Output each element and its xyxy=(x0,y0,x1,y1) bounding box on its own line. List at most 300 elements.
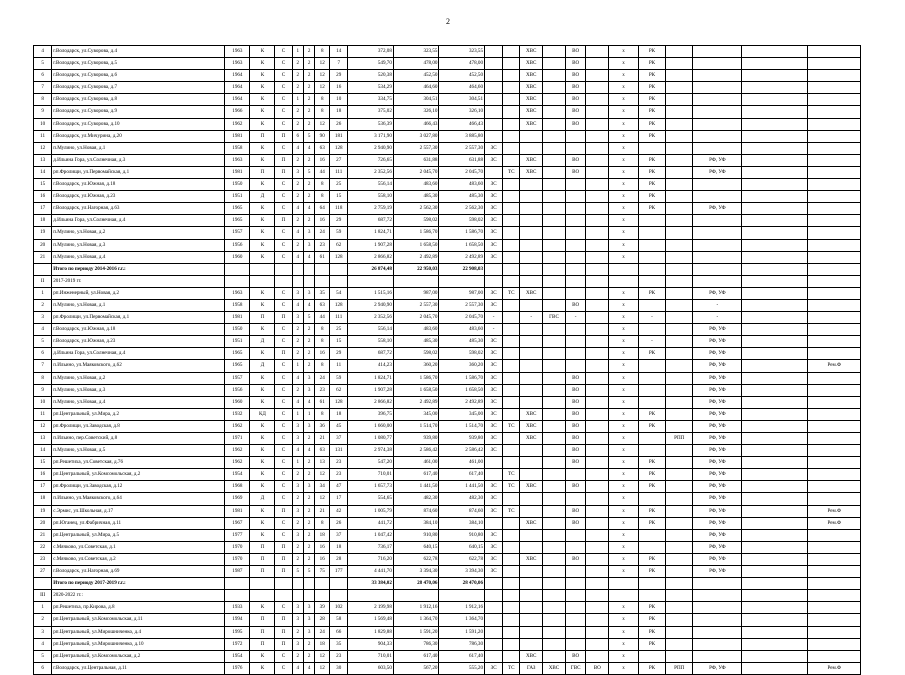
table-cell: 987,00 xyxy=(393,287,439,299)
table-cell xyxy=(693,227,742,239)
table-cell: х xyxy=(609,46,639,58)
table-cell xyxy=(808,142,861,154)
table-cell xyxy=(520,275,543,287)
table-cell xyxy=(742,433,808,445)
table-row xyxy=(34,154,861,166)
table-cell: 2 974,38 xyxy=(348,445,394,457)
table-cell xyxy=(666,46,693,58)
table-cell: 1962 xyxy=(225,445,250,457)
table-row xyxy=(34,626,861,638)
table-cell xyxy=(485,118,503,130)
table-cell xyxy=(742,251,808,263)
table-cell: - xyxy=(485,324,503,336)
table-cell xyxy=(520,251,543,263)
table-cell xyxy=(543,299,566,311)
table-row xyxy=(34,130,861,142)
table-cell: г.Володарск, ул.Нагорная, д.63 xyxy=(52,203,225,215)
table-cell xyxy=(503,299,520,311)
table-cell xyxy=(586,191,609,203)
table-cell: 2 xyxy=(292,239,303,251)
table-cell xyxy=(503,541,520,553)
table-cell: х xyxy=(609,541,639,553)
table-cell: 3 xyxy=(292,505,303,517)
table-cell: п.Мулино, ул.Новая, д.3 xyxy=(52,239,225,251)
table-cell xyxy=(586,106,609,118)
table-cell: ВО xyxy=(565,82,586,94)
table-cell: ХВС xyxy=(520,517,543,529)
table-cell xyxy=(503,82,520,94)
table-row xyxy=(34,493,861,505)
table-row xyxy=(34,70,861,82)
table-cell xyxy=(742,566,808,578)
table-cell xyxy=(742,166,808,178)
table-cell xyxy=(485,58,503,70)
table-cell: 9 xyxy=(34,384,52,396)
table-cell: 687,72 xyxy=(348,215,394,227)
table-cell xyxy=(666,566,693,578)
table-cell: РФ, УФ xyxy=(693,384,742,396)
table-cell: 547,20 xyxy=(348,457,394,469)
table-cell xyxy=(586,396,609,408)
table-cell xyxy=(586,94,609,106)
table-cell: 16 xyxy=(315,154,330,166)
table-cell: Д xyxy=(250,336,275,348)
table-cell: С xyxy=(275,529,292,541)
table-cell xyxy=(742,312,808,324)
table-cell xyxy=(666,106,693,118)
table-cell: 617,40 xyxy=(393,650,439,662)
table-cell: К xyxy=(250,481,275,493)
table-cell: с.Эрмис, ул.Школьная, д.17 xyxy=(52,505,225,517)
table-cell: 26 874,48 xyxy=(348,263,394,275)
table-cell: 2 xyxy=(292,179,303,191)
table-cell: К xyxy=(250,154,275,166)
table-cell xyxy=(586,360,609,372)
table-cell: ЗС xyxy=(485,179,503,191)
table-cell: 1968 xyxy=(225,481,250,493)
table-cell: х xyxy=(609,396,639,408)
table-cell xyxy=(808,433,861,445)
table-cell: 10 xyxy=(330,94,348,106)
table-cell: К xyxy=(250,396,275,408)
table-cell xyxy=(565,263,586,275)
table-cell: 18 xyxy=(330,541,348,553)
table-row xyxy=(34,481,861,493)
table-cell xyxy=(520,590,543,602)
table-cell xyxy=(225,578,250,590)
table-cell: С xyxy=(275,142,292,154)
table-cell xyxy=(303,263,314,275)
table-row xyxy=(34,191,861,203)
table-cell xyxy=(330,578,348,590)
table-cell: 598,02 xyxy=(393,348,439,360)
table-cell: 3 xyxy=(303,239,314,251)
table-cell: г.Володарск, ул.Южная, д.23 xyxy=(52,336,225,348)
table-cell xyxy=(565,336,586,348)
table-cell: 18 xyxy=(34,493,52,505)
table-cell: 19 xyxy=(34,505,52,517)
table-cell xyxy=(303,275,314,287)
table-cell xyxy=(503,203,520,215)
table-cell: 2 xyxy=(303,433,314,445)
table-cell: ХВС xyxy=(520,118,543,130)
table-cell: К xyxy=(250,324,275,336)
table-cell xyxy=(250,578,275,590)
table-cell: 18 xyxy=(315,638,330,650)
table-cell xyxy=(503,493,520,505)
table-cell: РК xyxy=(638,638,665,650)
table-cell: ВО xyxy=(565,384,586,396)
table-cell: РК xyxy=(638,505,665,517)
table-cell: 25 xyxy=(330,179,348,191)
table-cell xyxy=(586,312,609,324)
table-cell xyxy=(503,179,520,191)
table-cell: 5 xyxy=(303,130,314,142)
table-cell: 18 xyxy=(34,215,52,227)
table-cell: рп.Центральный, ул.Мирошниченко, д.10 xyxy=(52,638,225,650)
table-cell: 15 xyxy=(34,179,52,191)
table-row xyxy=(34,239,861,251)
table-cell xyxy=(742,179,808,191)
table-cell xyxy=(742,553,808,565)
table-cell: 478,00 xyxy=(439,58,485,70)
table-cell: 21 xyxy=(34,251,52,263)
table-cell: 536,39 xyxy=(348,118,394,130)
table-row xyxy=(34,517,861,529)
table-cell xyxy=(275,275,292,287)
table-cell: п.Ильино, пер.Советский, д.8 xyxy=(52,433,225,445)
table-cell: 17 xyxy=(330,493,348,505)
table-cell: К xyxy=(250,445,275,457)
table-cell: 128 xyxy=(330,299,348,311)
table-cell xyxy=(638,493,665,505)
table-cell: 6 xyxy=(34,662,52,674)
table-cell xyxy=(666,227,693,239)
table-cell xyxy=(586,70,609,82)
table-cell xyxy=(742,70,808,82)
table-cell: 2 xyxy=(303,191,314,203)
table-row xyxy=(34,94,861,106)
table-cell: 23 xyxy=(330,457,348,469)
table-cell xyxy=(503,360,520,372)
table-cell: К xyxy=(250,505,275,517)
table-cell xyxy=(693,46,742,58)
table-row xyxy=(34,263,861,275)
table-cell: 1 441,50 xyxy=(393,481,439,493)
table-cell xyxy=(520,142,543,154)
table-cell xyxy=(638,324,665,336)
table-cell xyxy=(503,553,520,565)
table-row xyxy=(34,602,861,614)
table-cell: 598,02 xyxy=(439,215,485,227)
table-cell: 1 xyxy=(34,287,52,299)
table-cell xyxy=(666,239,693,251)
table-cell: 987,00 xyxy=(439,287,485,299)
table-cell: 11 xyxy=(34,408,52,420)
table-cell: РК xyxy=(638,58,665,70)
table-cell: с.Мячково, ул.Советская, д.1 xyxy=(52,541,225,553)
table-cell: РФ, УФ xyxy=(693,166,742,178)
table-cell: 710,01 xyxy=(348,469,394,481)
table-cell xyxy=(503,445,520,457)
table-cell xyxy=(565,130,586,142)
table-cell: ЗС xyxy=(485,420,503,432)
table-cell xyxy=(742,154,808,166)
table-cell: РФ, УФ xyxy=(693,457,742,469)
table-cell: 29 xyxy=(330,70,348,82)
table-cell: х xyxy=(609,191,639,203)
table-cell: 22 950,03 xyxy=(393,263,439,275)
table-cell xyxy=(503,46,520,58)
table-cell xyxy=(742,263,808,275)
table-cell: ВО xyxy=(565,481,586,493)
table-cell: 3 xyxy=(303,626,314,638)
table-cell: 1 514,70 xyxy=(393,420,439,432)
table-cell xyxy=(543,566,566,578)
table-cell xyxy=(693,191,742,203)
table-cell xyxy=(808,650,861,662)
table-cell xyxy=(543,46,566,58)
table-cell xyxy=(565,215,586,227)
table-cell: РК xyxy=(638,517,665,529)
table-cell: 326,10 xyxy=(393,106,439,118)
table-cell: 1 657,73 xyxy=(348,481,394,493)
table-cell: д.Ильина Гора, ул.Солнечная, д.3 xyxy=(52,154,225,166)
table-cell: 2 xyxy=(292,191,303,203)
table-cell: 4 xyxy=(303,203,314,215)
table-cell: 4 xyxy=(292,251,303,263)
table-cell: ЗС xyxy=(485,566,503,578)
table-cell: 42 xyxy=(330,505,348,517)
table-cell: п.Мулино, ул.Новая, д.3 xyxy=(52,384,225,396)
table-cell: 1950 xyxy=(225,324,250,336)
table-cell: ГВС xyxy=(543,312,566,324)
table-cell: х xyxy=(609,179,639,191)
table-cell: К xyxy=(250,118,275,130)
table-cell: 3 xyxy=(34,626,52,638)
table-cell: К xyxy=(250,179,275,191)
table-cell: 4 xyxy=(303,445,314,457)
table-cell: ВО xyxy=(565,70,586,82)
table-cell: С xyxy=(275,396,292,408)
table-cell: ВО xyxy=(565,420,586,432)
table-cell xyxy=(330,275,348,287)
table-cell: п.Ильино, ул.Маяковского, д.64 xyxy=(52,493,225,505)
table-row xyxy=(34,614,861,626)
table-cell xyxy=(565,287,586,299)
table-cell: ХВС xyxy=(520,46,543,58)
table-cell: 4 xyxy=(303,251,314,263)
table-cell: С xyxy=(275,251,292,263)
table-cell xyxy=(666,287,693,299)
table-cell: 1972 xyxy=(225,638,250,650)
table-cell: К xyxy=(250,348,275,360)
table-cell: 15 xyxy=(330,336,348,348)
table-cell: РФ, УФ xyxy=(693,203,742,215)
table-cell: ТС xyxy=(503,469,520,481)
table-row xyxy=(34,408,861,420)
table-cell: д.Ильина Гора, ул.Солнечная, д.4 xyxy=(52,348,225,360)
table-cell: х xyxy=(609,445,639,457)
table-cell: х xyxy=(609,614,639,626)
table-cell xyxy=(808,191,861,203)
table-cell xyxy=(543,541,566,553)
table-cell: РК xyxy=(638,626,665,638)
table-row xyxy=(34,142,861,154)
table-cell: 3 394,30 xyxy=(393,566,439,578)
table-cell: 360,20 xyxy=(393,360,439,372)
table-cell: РФ, УФ xyxy=(693,493,742,505)
table-cell xyxy=(638,227,665,239)
table-cell xyxy=(666,154,693,166)
table-cell: 396,75 xyxy=(348,408,394,420)
table-cell xyxy=(666,82,693,94)
table-cell xyxy=(586,505,609,517)
table-cell xyxy=(666,263,693,275)
table-cell xyxy=(543,396,566,408)
table-cell xyxy=(520,445,543,457)
table-cell: 304,51 xyxy=(439,94,485,106)
table-cell xyxy=(348,590,394,602)
table-cell: 2 xyxy=(303,360,314,372)
table-cell xyxy=(586,336,609,348)
table-cell: 59 xyxy=(330,372,348,384)
table-cell xyxy=(666,553,693,565)
table-cell: 7 xyxy=(34,360,52,372)
table-cell: 2 xyxy=(292,626,303,638)
table-cell: 4 xyxy=(303,142,314,154)
table-cell: 3 xyxy=(292,166,303,178)
table-cell: х xyxy=(609,493,639,505)
table-cell xyxy=(808,578,861,590)
table-cell: 3 394,30 xyxy=(439,566,485,578)
table-cell xyxy=(485,457,503,469)
table-cell: х xyxy=(609,517,639,529)
table-cell xyxy=(638,215,665,227)
table-cell: ХВС xyxy=(520,70,543,82)
table-cell: ЗС xyxy=(485,360,503,372)
table-cell: 3 xyxy=(303,287,314,299)
table-cell xyxy=(638,650,665,662)
table-cell: 466,43 xyxy=(439,118,485,130)
table-cell: П xyxy=(275,154,292,166)
table-row xyxy=(34,251,861,263)
table-cell: 598,02 xyxy=(393,215,439,227)
table-cell xyxy=(543,445,566,457)
table-cell: С xyxy=(275,457,292,469)
table-cell: 37 xyxy=(330,433,348,445)
table-cell xyxy=(520,336,543,348)
table-cell xyxy=(808,541,861,553)
table-cell xyxy=(586,384,609,396)
table-cell xyxy=(543,505,566,517)
table-cell: ЗС xyxy=(485,203,503,215)
table-cell xyxy=(543,227,566,239)
table-cell xyxy=(586,275,609,287)
table-cell xyxy=(742,348,808,360)
table-cell: 617,40 xyxy=(439,650,485,662)
table-cell: 1 586,70 xyxy=(393,372,439,384)
table-cell xyxy=(543,82,566,94)
table-cell: 1962 xyxy=(225,457,250,469)
table-cell: К xyxy=(250,529,275,541)
table-row xyxy=(34,312,861,324)
table-cell xyxy=(315,590,330,602)
table-cell: К xyxy=(250,299,275,311)
table-cell xyxy=(292,578,303,590)
table-cell xyxy=(666,191,693,203)
table-row xyxy=(34,203,861,215)
table-cell: К xyxy=(250,46,275,58)
table-cell: 1965 xyxy=(225,215,250,227)
table-cell xyxy=(693,602,742,614)
table-cell: 2 xyxy=(34,299,52,311)
table-cell: 15 xyxy=(330,191,348,203)
table-cell xyxy=(503,602,520,614)
table-cell xyxy=(503,227,520,239)
table-cell: 14 xyxy=(330,46,348,58)
table-cell xyxy=(808,384,861,396)
table-cell xyxy=(520,602,543,614)
table-cell xyxy=(742,58,808,70)
table-cell: 375,02 xyxy=(348,106,394,118)
table-cell xyxy=(485,578,503,590)
table-cell: 3 xyxy=(292,312,303,324)
table-cell: 5 xyxy=(34,650,52,662)
table-cell xyxy=(808,602,861,614)
table-cell: 21 xyxy=(315,505,330,517)
table-cell xyxy=(638,529,665,541)
table-cell: С xyxy=(275,420,292,432)
table-cell: 24 xyxy=(315,626,330,638)
table-cell xyxy=(666,299,693,311)
housing-table xyxy=(33,45,861,675)
table-cell: х xyxy=(609,566,639,578)
table-cell xyxy=(586,602,609,614)
table-cell xyxy=(693,275,742,287)
table-cell: 13 xyxy=(315,457,330,469)
table-cell xyxy=(666,142,693,154)
table-row xyxy=(34,457,861,469)
table-cell: 2 xyxy=(292,541,303,553)
table-cell: 2017-2019 гг. xyxy=(52,275,225,287)
table-cell: 1 364,70 xyxy=(439,614,485,626)
table-cell: 5 xyxy=(34,58,52,70)
table-cell xyxy=(543,275,566,287)
table-cell: 58 xyxy=(330,614,348,626)
table-cell xyxy=(503,566,520,578)
table-cell: 622,78 xyxy=(393,553,439,565)
table-cell xyxy=(742,203,808,215)
table-cell xyxy=(503,614,520,626)
table-cell: К xyxy=(250,384,275,396)
table-cell: РФ, УФ xyxy=(693,517,742,529)
table-cell: 1 907,28 xyxy=(348,239,394,251)
table-cell xyxy=(520,372,543,384)
table-cell: 8 xyxy=(315,179,330,191)
table-cell: 2 xyxy=(303,529,314,541)
table-cell: С xyxy=(275,650,292,662)
table-cell: - xyxy=(485,312,503,324)
table-row xyxy=(34,106,861,118)
table-cell xyxy=(808,58,861,70)
table-cell: П xyxy=(275,130,292,142)
table-cell: 1963 xyxy=(225,58,250,70)
table-cell: 21 xyxy=(315,433,330,445)
table-cell: 111 xyxy=(330,166,348,178)
table-cell xyxy=(520,360,543,372)
table-cell: К xyxy=(250,94,275,106)
